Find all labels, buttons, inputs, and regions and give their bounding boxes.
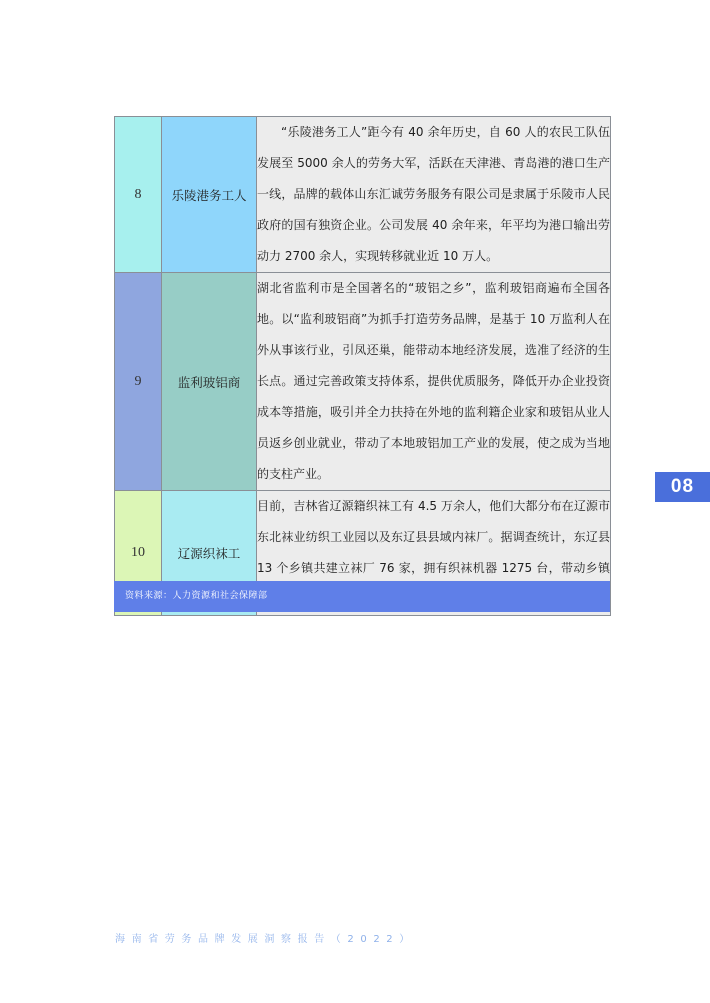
- row-number: 8: [115, 117, 162, 273]
- brand-name: 辽源织袜工: [162, 491, 257, 616]
- brand-description: 湖北省监利市是全国著名的“玻铝之乡”，监利玻铝商遍布全国各地。以“监利玻铝商”为抓手打造劳务品牌，是基于 10 万监利人在外从事该行业，引凤还巢，能带动本地经济发展，选准了经济的生长点。通过完善政策支持体系，提供优质服务，降低开办企业投资成本等措施，吸引并全力扶持在外地的监利籍企业家和玻铝从业人员返乡创业就业，带动了本地玻铝加工产业的发展，使之成为当地的支柱产业。: [257, 273, 611, 491]
- row-number: 9: [115, 273, 162, 491]
- table-row: [115, 117, 611, 273]
- brand-description: “乐陵港务工人”距今有 40 余年历史，自 60 人的农民工队伍发展至 5000 余人的劳务大军，活跃在天津港、青岛港的港口生产一线，品牌的载体山东汇诚劳务服务有限公司是隶属于乐陵市人民政府的国有独资企业。公司发展 40 余年来，年平均为港口输出劳动力 2700 余人，实现转移就业近 10 万人。: [257, 117, 611, 273]
- brand-name: 乐陵港务工人: [162, 117, 257, 273]
- source-note: 资料来源：人力资源和社会保障部: [114, 581, 610, 612]
- labor-brand-table: [114, 116, 611, 616]
- chapter-tab: 08: [655, 472, 710, 502]
- page-footer: 海南省劳务品牌发展洞察报告（2022）: [115, 934, 416, 945]
- table-row: [115, 273, 611, 491]
- row-number: 10: [115, 491, 162, 616]
- brand-description: 目前，吉林省辽源籍织袜工有 4.5 万余人，他们大都分布在辽源市东北袜业纺织工业园以及东辽县县域内袜厂。据调查统计，东辽县 13 个乡镇共建立袜厂 76 家，拥有织袜机器 1275 台，带动乡镇: [257, 491, 611, 616]
- brand-name: 监利玻铝商: [162, 273, 257, 491]
